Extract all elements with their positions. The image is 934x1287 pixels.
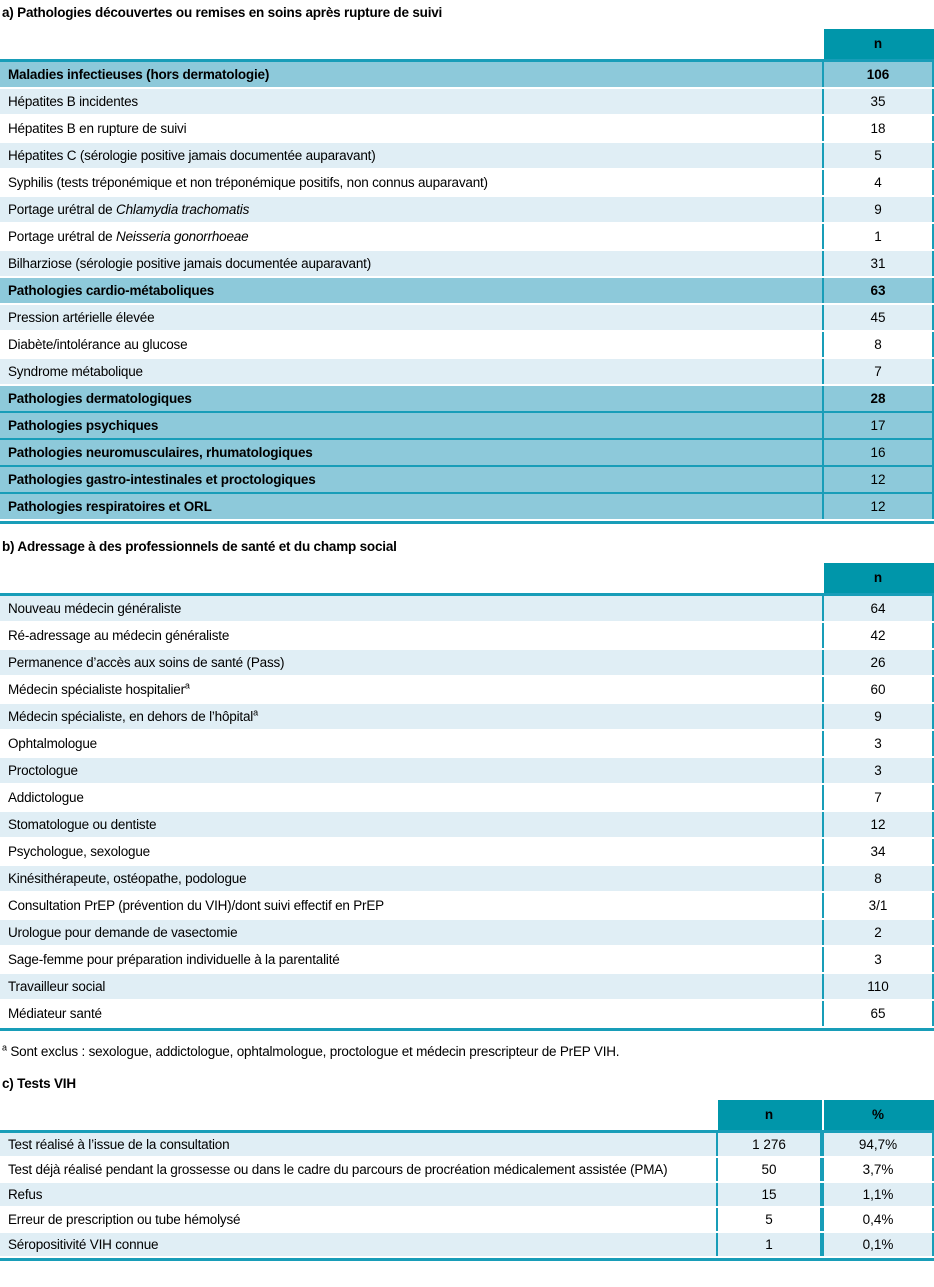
row-label: Hépatites C (sérologie positive jamais documentée auparavant) [8, 148, 376, 163]
row-value: 65 [822, 1001, 934, 1026]
row-value: 31 [822, 251, 934, 276]
row-value: 3/1 [822, 893, 934, 918]
row-value: 7 [822, 785, 934, 810]
table-row [0, 1208, 934, 1233]
row-value: 2 [822, 920, 934, 945]
row-label: Pathologies dermatologiques [8, 391, 192, 406]
row-label: Proctologue [8, 763, 78, 778]
table-row [0, 467, 934, 494]
table-a-header-row [0, 29, 934, 59]
row-value: 3 [822, 947, 934, 972]
table-adressage [0, 563, 934, 1031]
row-label: Permanence d’accès aux soins de santé (Pass) [8, 655, 285, 670]
row-label: Travailleur social [8, 979, 106, 994]
table-row [0, 170, 934, 197]
row-value: 94,7% [822, 1133, 934, 1156]
row-value: 106 [822, 62, 934, 87]
row-value: 1 [822, 224, 934, 249]
row-label: Bilharziose (sérologie positive jamais documentée auparavant) [8, 256, 371, 271]
row-value: 18 [822, 116, 934, 141]
column-header-c-0: n [716, 1100, 822, 1130]
row-value: 26 [822, 650, 934, 675]
row-value: 110 [822, 974, 934, 999]
row-value: 8 [822, 866, 934, 891]
section-b-heading: b) Adressage à des professionnels de santé et du champ social [2, 539, 397, 554]
row-label: Séropositivité VIH connue [8, 1237, 159, 1252]
row-label: Nouveau médecin généraliste [8, 601, 182, 616]
row-value: 3 [822, 758, 934, 783]
column-header-a-0: n [822, 29, 934, 59]
table-row [0, 440, 934, 467]
table-row [0, 62, 934, 89]
table-row [0, 386, 934, 413]
table-row [0, 920, 934, 947]
table-row [0, 596, 934, 623]
footnote-marker: a [2, 1042, 7, 1053]
row-label: Médecin spécialiste, en dehors de l’hôpital$^a$ [8, 707, 258, 724]
row-value: 42 [822, 623, 934, 648]
table-row [0, 116, 934, 143]
table-row [0, 278, 934, 305]
row-value: 12 [822, 812, 934, 837]
table-row [0, 947, 934, 974]
row-label: Maladies infectieuses (hors dermatologie) [8, 67, 270, 82]
row-label: Diabète/intolérance au glucose [8, 337, 188, 352]
table-row [0, 1183, 934, 1208]
section-a-heading: a) Pathologies découvertes ou remises en soins après rupture de suivi [2, 5, 443, 20]
row-label: Syphilis (tests tréponémique et non tréponémique positifs, non connus auparavant) [8, 175, 488, 190]
column-header-b-0: n [822, 563, 934, 593]
row-value: 63 [822, 278, 934, 303]
table-row [0, 785, 934, 812]
row-label: Hépatites B en rupture de suivi [8, 121, 187, 136]
table-row [0, 731, 934, 758]
row-label: Pathologies neuromusculaires, rhumatologiques [8, 445, 313, 460]
row-value: 12 [822, 467, 934, 492]
row-value: 9 [822, 704, 934, 729]
row-label: Consultation PrEP (prévention du VIH)/dont suivi effectif en PrEP [8, 898, 384, 913]
row-label: Portage urétral de Chlamydia trachomatis [8, 202, 250, 217]
row-label: Médecin spécialiste hospitalier$^a$ [8, 680, 190, 697]
table-row [0, 143, 934, 170]
table-row [0, 494, 934, 521]
table-row [0, 251, 934, 278]
row-value: 5 [716, 1208, 822, 1231]
column-header-c-1: % [822, 1100, 934, 1130]
table-pathologies [0, 29, 934, 524]
row-label: Addictologue [8, 790, 84, 805]
table-row [0, 197, 934, 224]
table-bottom-border [0, 1258, 934, 1261]
row-value: 0,4% [822, 1208, 934, 1231]
table-row [0, 704, 934, 731]
row-value: 9 [822, 197, 934, 222]
table-row [0, 1001, 934, 1028]
row-value: 34 [822, 839, 934, 864]
table-row [0, 359, 934, 386]
row-value: 12 [822, 494, 934, 519]
header-spacer [0, 29, 822, 59]
row-value: 5 [822, 143, 934, 168]
row-value: 28 [822, 386, 934, 411]
row-label: Urologue pour demande de vasectomie [8, 925, 238, 940]
table-row [0, 305, 934, 332]
row-label: Sage-femme pour préparation individuelle à la parentalité [8, 952, 340, 967]
row-value: 1 276 [716, 1133, 822, 1156]
row-label: Pathologies gastro-intestinales et proctologiques [8, 472, 316, 487]
table-tests-vih [0, 1100, 934, 1261]
row-label: Test réalisé à l’issue de la consultation [8, 1137, 230, 1152]
row-value: 1 [716, 1233, 822, 1256]
row-value: 4 [822, 170, 934, 195]
table-row [0, 623, 934, 650]
table-row [0, 413, 934, 440]
table-row [0, 812, 934, 839]
row-value: 8 [822, 332, 934, 357]
row-label: Pathologies respiratoires et ORL [8, 499, 212, 514]
row-label: Psychologue, sexologue [8, 844, 150, 859]
table-row [0, 332, 934, 359]
row-value: 1,1% [822, 1183, 934, 1206]
row-value: 35 [822, 89, 934, 114]
table-row [0, 677, 934, 704]
row-label: Pression artérielle élevée [8, 310, 155, 325]
header-spacer [0, 1100, 716, 1130]
row-value: 64 [822, 596, 934, 621]
row-label: Refus [8, 1187, 43, 1202]
row-label: Pathologies psychiques [8, 418, 159, 433]
row-value: 3 [822, 731, 934, 756]
table-row [0, 650, 934, 677]
row-label: Hépatites B incidentes [8, 94, 138, 109]
table-b-footnote [0, 1031, 934, 1061]
row-label: Ré-adressage au médecin généraliste [8, 628, 230, 643]
table-row [0, 974, 934, 1001]
table-row [0, 758, 934, 785]
row-value: 60 [822, 677, 934, 702]
row-value: 15 [716, 1183, 822, 1206]
row-value: 16 [822, 440, 934, 465]
table-row [0, 224, 934, 251]
row-label: Ophtalmologue [8, 736, 97, 751]
section-c-heading: c) Tests VIH [2, 1076, 76, 1091]
row-value: 0,1% [822, 1233, 934, 1256]
row-label: Erreur de prescription ou tube hémolysé [8, 1212, 241, 1227]
row-label: Stomatologue ou dentiste [8, 817, 157, 832]
row-value: 3,7% [822, 1158, 934, 1181]
row-value: 50 [716, 1158, 822, 1181]
table-b-header-row [0, 563, 934, 593]
row-value: 45 [822, 305, 934, 330]
table-row [0, 839, 934, 866]
table-row [0, 89, 934, 116]
header-spacer [0, 563, 822, 593]
row-label: Syndrome métabolique [8, 364, 143, 379]
table-row [0, 893, 934, 920]
row-value: 17 [822, 413, 934, 438]
row-label: Pathologies cardio-métaboliques [8, 283, 215, 298]
row-label: Kinésithérapeute, ostéopathe, podologue [8, 871, 247, 886]
row-label: Test déjà réalisé pendant la grossesse ou dans le cadre du parcours de procréation médicalement assistée (PMA) [8, 1162, 668, 1177]
table-c-header-row [0, 1100, 934, 1130]
table-row [0, 1158, 934, 1183]
row-value: 7 [822, 359, 934, 384]
row-label: Médiateur santé [8, 1006, 102, 1021]
table-row [0, 1233, 934, 1258]
table-row [0, 866, 934, 893]
row-label: Portage urétral de Neisseria gonorrhoeae [8, 229, 249, 244]
table-row [0, 1133, 934, 1158]
footnote-text: Sont exclus : sexologue, addictologue, ophtalmologue, proctologue et médecin prescripteur de PrEP VIH. [6, 1044, 620, 1059]
